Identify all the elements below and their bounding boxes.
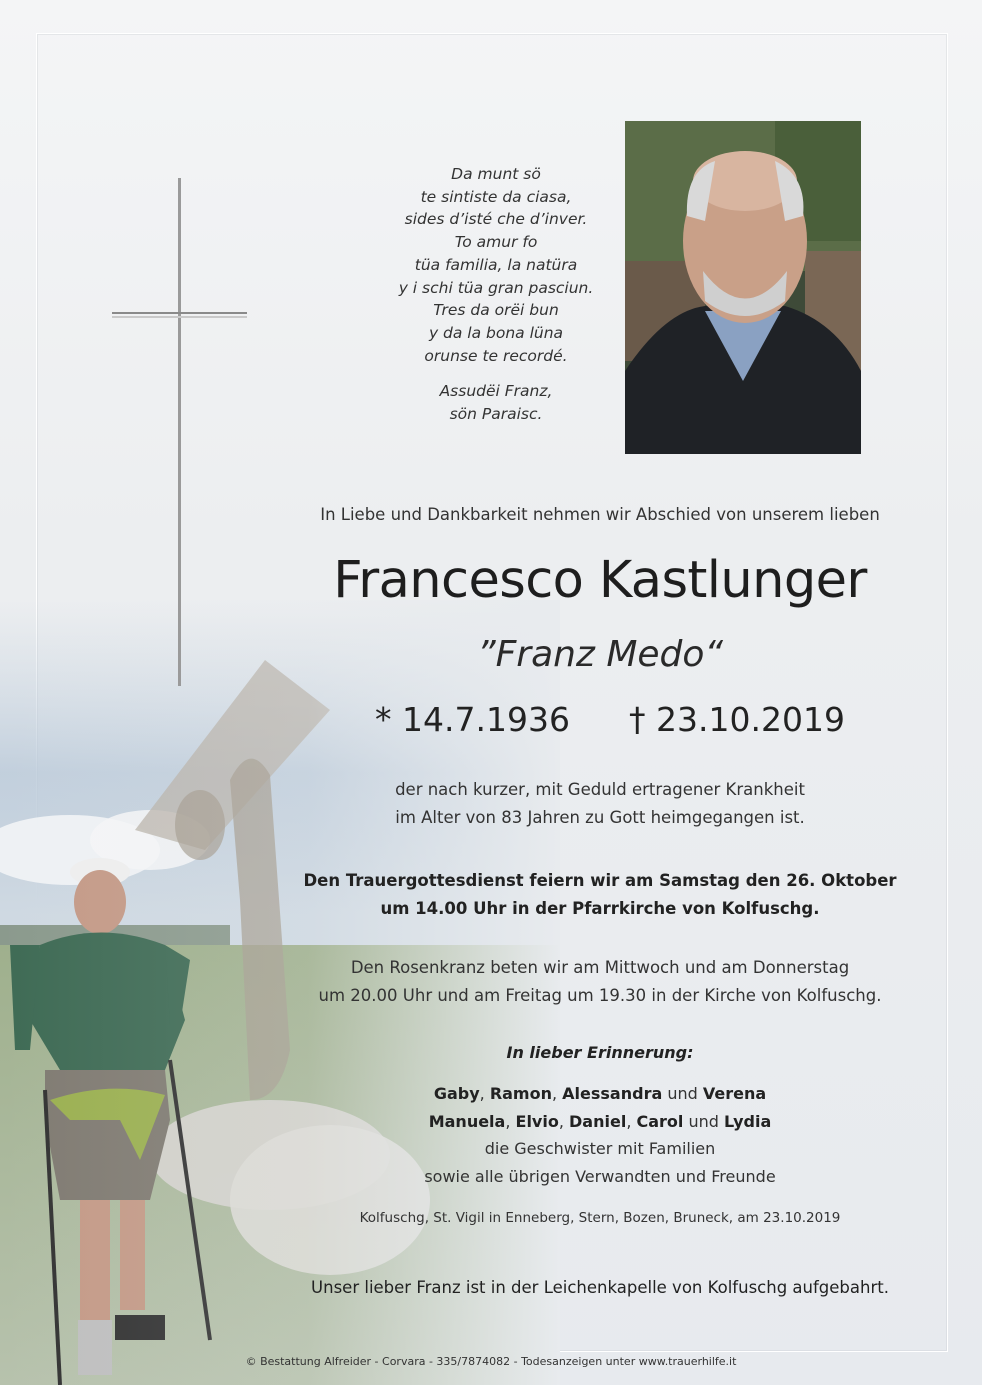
rosary-line: Den Rosenkranz beten wir am Mittwoch und am Donnerstag xyxy=(350,958,850,977)
poem-line: tüa familia, la natüra xyxy=(414,255,578,274)
death-date: † 23.10.2019 xyxy=(629,700,845,739)
rosary-line: um 20.00 Uhr und am Freitag um 19.30 in der Kirche von Kolfuschg. xyxy=(318,986,882,1005)
place-and-date: Kolfuschg, St. Vigil in Enneberg, Stern, Bozen, Bruneck, am 23.10.2019 xyxy=(359,1210,841,1226)
laid-out-notice: Unser lieber Franz ist in der Leichenkapelle von Kolfuschg aufgebahrt. xyxy=(311,1278,889,1297)
family-name: Ramon xyxy=(489,1084,552,1103)
service-line: Den Trauergottesdienst feiern wir am Samstag den 26. Oktober xyxy=(303,871,897,890)
family-name: Lydia xyxy=(724,1111,772,1131)
deceased-nickname: ”Franz Medo“ xyxy=(476,634,724,675)
service-line: um 14.00 Uhr in der Pfarrkirche von Kolfuschg. xyxy=(380,899,820,918)
poem-line: te sintiste da ciasa, xyxy=(420,187,572,206)
poem-line: y da la bona lüna xyxy=(428,323,564,342)
poem-line: sides d’isté che d’inver. xyxy=(404,210,588,229)
family-row-2: Manuela, Elvio, Daniel, Carol und Lydia xyxy=(428,1111,772,1131)
conjunction: und xyxy=(688,1111,719,1131)
portrait-photo xyxy=(625,121,861,454)
illness-line: der nach kurzer, mit Geduld ertragener Krankheit xyxy=(395,780,805,799)
family-name: Gaby xyxy=(433,1084,480,1103)
family-name: Manuela xyxy=(428,1111,506,1131)
cross-icon xyxy=(112,178,247,686)
illness-text xyxy=(270,776,930,832)
poem-closing xyxy=(326,380,666,425)
poem-line: y i schi tüa gran pasciun. xyxy=(398,278,594,297)
poem-line: Tres da orëi bun xyxy=(433,301,559,320)
poem-closing-line: Assudëi Franz, xyxy=(439,382,553,401)
life-dates xyxy=(340,700,860,750)
deceased-name: Francesco Kastlunger xyxy=(333,551,867,610)
conjunction: und xyxy=(667,1084,698,1103)
poem-line: To amur fo xyxy=(454,233,538,252)
family-row-1: Gaby, Ramon, Alessandra und Verena xyxy=(433,1084,767,1103)
footer-credit: © Bestattung Alfreider - Corvara - 335/7874082 - Todesanzeigen unter www.trauerhilfe.it xyxy=(245,1355,737,1368)
funeral-service-text xyxy=(270,867,930,923)
intro-text: In Liebe und Dankbarkeit nehmen wir Abschied von unserem lieben xyxy=(320,505,880,524)
poem-closing-line: sön Paraisc. xyxy=(449,405,543,424)
birth-date: * 14.7.1936 xyxy=(375,700,570,739)
family-row-3: die Geschwister mit Familien xyxy=(484,1139,716,1158)
family-name: Alessandra xyxy=(562,1084,663,1103)
poem-line: Da munt sö xyxy=(451,165,541,183)
rosary-text xyxy=(270,954,930,1010)
family-name: Elvio xyxy=(515,1111,559,1131)
family-name: Daniel xyxy=(569,1111,627,1131)
family-name: Verena xyxy=(702,1084,767,1103)
illness-line: im Alter von 83 Jahren zu Gott heimgegangen ist. xyxy=(395,808,805,827)
memory-heading: In lieber Erinnerung: xyxy=(506,1043,694,1062)
family-name: Carol xyxy=(636,1111,684,1131)
poem xyxy=(326,163,666,426)
poem-line: orunse te recordé. xyxy=(424,346,568,365)
family-row-4: sowie alle übrigen Verwandten und Freunde xyxy=(424,1166,776,1186)
family-list xyxy=(270,1080,930,1190)
